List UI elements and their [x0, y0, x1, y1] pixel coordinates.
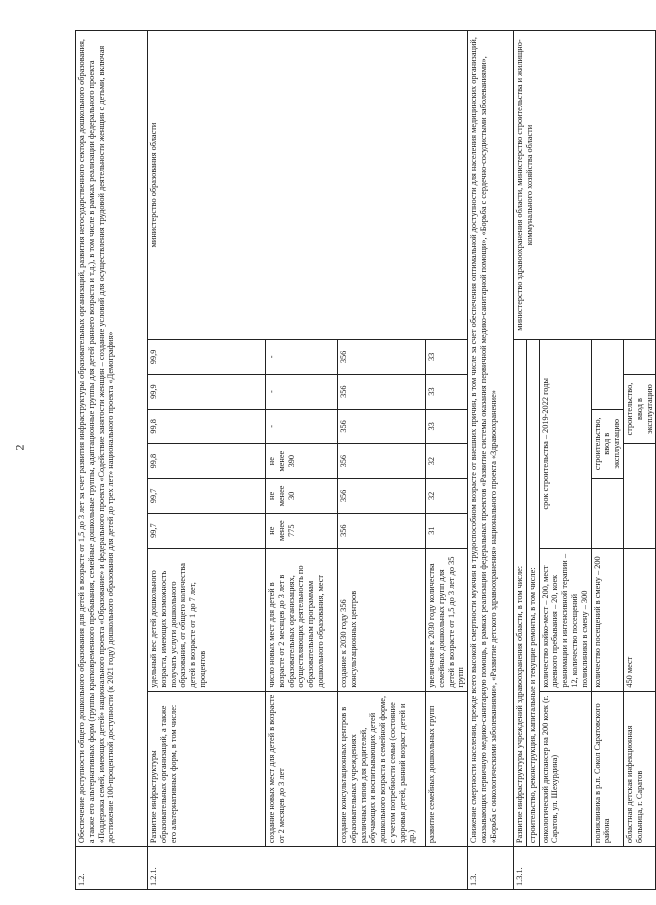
indicator-cell: удельный вес детей дошкольного возраста, имеющих возможность получать услуги дошкольного образования, от общего количества детей в возрасте от 1 до 7 лет, процентов: [148, 548, 266, 691]
empty-cell: [623, 340, 655, 375]
note-cell: срок строительства – 2019-2022 годы: [539, 340, 591, 549]
value-cell: 99,8: [148, 409, 266, 444]
subsection-subtitle: строительство, реконструкция, капитальные и текущие ремонты, в том числе:: [526, 340, 539, 847]
value-cell: 356: [338, 444, 426, 479]
program-table: [75, 30, 656, 890]
stage-commission: ввод в эксплуатацию: [634, 384, 654, 434]
stage-cell: [623, 374, 655, 444]
value-cell: -: [266, 409, 338, 444]
value-cell: не менее 390: [266, 444, 338, 479]
section-row: [468, 31, 514, 890]
subsection-number: 1.2.1.: [148, 847, 468, 890]
indicator-cell: 450 мест: [623, 548, 655, 691]
value-cell: 99,9: [148, 340, 266, 375]
value-cell: 99,9: [148, 374, 266, 409]
empty-cell: [591, 479, 623, 549]
value-cell: 356: [338, 513, 426, 548]
indicator-cell: увеличение к 2030 году количества семейных дошкольных групп для детей в возрасте от 1,5 до 3 лет до 35 групп: [426, 548, 468, 691]
value-cell: 32: [426, 444, 468, 479]
subsection-number: 1.3.1.: [514, 847, 656, 890]
table-row: [148, 31, 266, 890]
value-cell: 356: [338, 409, 426, 444]
value-cell: 99,7: [148, 479, 266, 514]
stage-cell: [591, 409, 623, 479]
indicator-cell: создание к 2030 году 356 консультационных центров: [338, 548, 426, 691]
task-cell: создание консультационных центров в образовательных учреждениях различных типов для родителей, обучающих и воспитывающих детей дошкольного возраста в семейной форме, с учетом потребности семьи (состояние здоровья детей, ранний возраст детей и др.): [338, 691, 426, 846]
value-cell: 99,7: [148, 513, 266, 548]
value-cell: 356: [338, 479, 426, 514]
value-cell: 99,8: [148, 444, 266, 479]
empty-cell: [623, 444, 655, 548]
section-text: Снижение смертности населения, прежде всего высокой смертности мужчин в трудоспособном возрасте от внешних причин, в том числе за счет обеспечения оптимальной доступности для населения медицинских организаций, оказывающих первичную медико-санитарную помощь, в рамках реализации федеральных проектов «Развитие системы оказания первичной медико-санитарной помощи», «Борьба с сердечно-сосудистыми заболеваниями», «Борьба с онкологическими заболеваниями», «Развитие детского здравоохранения» национального проекта «Здравоохранение»: [468, 31, 514, 847]
indicator-cell: число новых мест для детей в возрасте от 2 месяцев до 3 лет в образовательных организациях, осуществляющих деятельность по образовательным программам дошкольного образования, мест: [266, 548, 338, 691]
value-cell: -: [266, 340, 338, 375]
value-cell: 356: [338, 374, 426, 409]
task-cell: создание новых мест для детей в возрасте от 2 месяцев до 3 лет: [266, 691, 338, 846]
value-cell: 31: [426, 513, 468, 548]
section-row: [76, 31, 148, 890]
document-table-wrapper: [75, 30, 654, 890]
value-cell: 32: [426, 479, 468, 514]
stage-commission: ввод в эксплуатацию: [602, 418, 622, 469]
task-cell: онкологический диспансер на 200 коек (г. Саратов, ул. Шехурдина): [539, 691, 591, 846]
value-cell: 33: [426, 409, 468, 444]
indicator-cell: количество койко-мест – 200, мест дневного пребывания – 20, коек реанимации и интенсивной терапии – 12, количество посещений поликлиники в смену – 300: [539, 548, 591, 691]
value-cell: 33: [426, 340, 468, 375]
section-number: 1.3.: [468, 847, 514, 890]
value-cell: не менее 775: [266, 513, 338, 548]
subsection-title: Развитие инфраструктуры учреждений здравоохранения области, в том числе:: [514, 340, 527, 847]
responsible-cell: министерство здравоохранения области, министерство строительства и жилищно-коммунального хозяйства области: [514, 31, 656, 340]
value-cell: 356: [338, 340, 426, 375]
page-number: 2: [12, 444, 27, 451]
task-cell: развитие семейных дошкольных групп: [426, 691, 468, 846]
stage-build: строительство,: [624, 382, 634, 436]
responsible-cell: министерство образования области: [148, 31, 468, 340]
stage-build: строительство,: [592, 417, 602, 471]
empty-cell: [591, 340, 623, 410]
section-number: 1.2.: [76, 847, 148, 890]
value-cell: не менее 30: [266, 479, 338, 514]
rotated-page: [75, 30, 654, 890]
subsection-title: Развитие инфраструктуры образовательных организаций, а также его альтернативных форм, в том числе:: [148, 691, 266, 846]
task-cell: областная детская инфекционная больница, г. Саратов: [623, 691, 655, 846]
value-cell: -: [266, 374, 338, 409]
section-text: Обеспечение доступности общего дошкольного образования для детей в возрасте от 1,5 до 3 лет за счет развития инфраструктуры образовательных организаций, развития негосударственного сектора дошкольного образования, а также его альтернативных форм (группы кратковременного пребывания, семейные дошкольные группы, адаптационные группы для детей раннего возраста и т.д.), в том числе в рамках реализации федерального проекта «Поддержка семей, имеющих детей» национального проекта «Образование» и федерального проекта «Содействие занятости женщин – создание условий для осуществления трудовой деятельности женщин с детьми, включая достижение 100-процентной доступности (к 2021 году) дошкольного образования для детей до трех лет» национального проекта «Демография»: [76, 31, 148, 847]
indicator-cell: количество посещений в смену – 200: [591, 548, 623, 691]
table-row: [514, 31, 527, 890]
task-cell: поликлиника в р.п. Сокол Саратовского района: [591, 691, 623, 846]
value-cell: 33: [426, 374, 468, 409]
